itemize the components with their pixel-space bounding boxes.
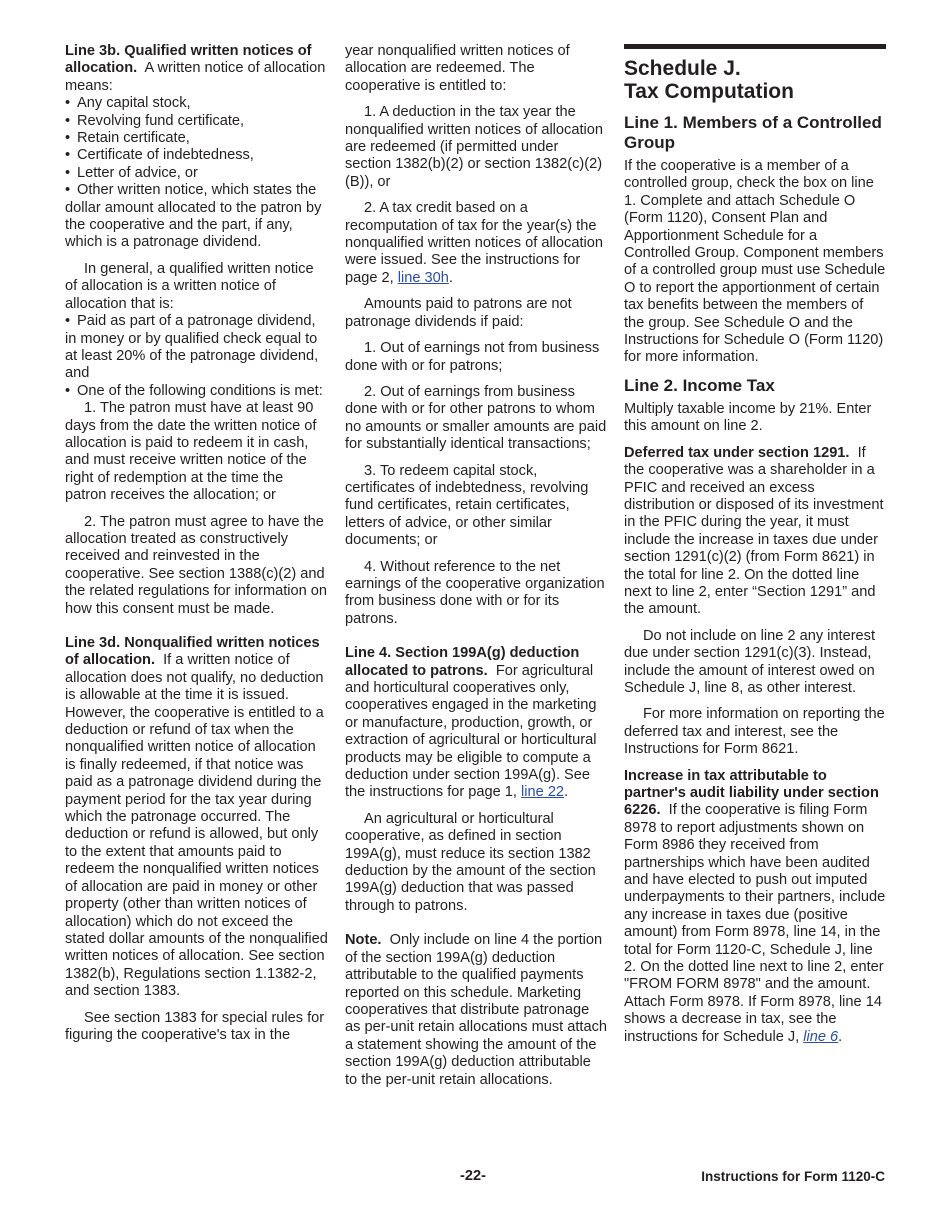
increase-tax-section: Increase in tax attributable to partner's audit liability under section 6226. If the cooperative is filing Form 8978 to report adjustments shown on Form 8986 they received from partnerships which have been audited and have elected to push out imputed underpayments to their partners, include any increase in taxes due (positive amount) from Form 8978, line 14, in the total for Form 1120-C, Schedule J, line 2. On the dotted line next to line 2, enter "FROM FORM 8978" and the amount. Attach Form 8978. If Form 8978, line 14 shows a decrease in tax, see the instructions for Schedule J, line 6. [624, 767, 886, 1045]
line-4-paragraph-2: An agricultural or horticultural cooperative, as defined in section 199A(g), must reduce its section 1382 deduction by the amount of the section 199A(g) deduction that was passed through to patrons. [345, 810, 596, 914]
line-30h-link[interactable]: line 30h [397, 269, 449, 286]
form-title: Instructions for Form 1120-C [701, 1169, 885, 1184]
note-section [345, 932, 607, 1089]
amounts-item-2: 2. Out of earnings from business done with or for other patrons to whom no amounts or smaller amounts are paid for substantially identical transactions; [345, 383, 607, 453]
line-3d-heading: Line 3d. Nonqualified written notices of allocation. [65, 635, 320, 669]
list-item: • Retain certificate, [65, 130, 328, 147]
list-item: • Letter of advice, or [65, 165, 328, 182]
line-1-heading: Line 1. Members of a Controlled Group [624, 113, 882, 152]
amounts-item-1: 1. Out of earnings not from business done with or for patrons; [345, 340, 600, 374]
general-paragraph: In general, a qualified written notice of allocation is a written notice of allocation that is: [65, 260, 314, 312]
continuation-paragraph: year nonqualified written notices of allocation are redeemed. The cooperative is entitled to: [345, 43, 570, 94]
schedule-title: Schedule J. Tax Computation [624, 57, 794, 103]
line-4-section: Line 4. Section 199A(g) deduction allocated to patrons. For agricultural and horticultural cooperatives only, cooperatives engaged in the marketing or manufacture, production, growth, or extraction of agricultural or horticultural products may be eligible to compute a deduction under section 199A(g). See the instructions for page 1, line 22. [345, 645, 597, 801]
line-6-link[interactable]: line 6 [803, 1028, 839, 1045]
list-item: • Certificate of indebtedness, [65, 147, 328, 164]
line-3b-heading: Line 3b. Qualified written notices of allocation. [65, 43, 312, 77]
do-not-include-paragraph: Do not include on line 2 any interest due under section 1291(c)(3). Instead, include the amount of interest owed on Schedule J, line 8, as other interest. [624, 627, 876, 696]
line-22-link[interactable]: line 22 [521, 784, 565, 801]
deferred-tax-section [624, 445, 886, 619]
list-item: • One of the following conditions is met: [65, 383, 328, 400]
list-item: • Revolving fund certificate, [65, 113, 328, 130]
line-1-text: If the cooperative is a member of a controlled group, check the box on line 1. Complete and attach Schedule O (Form 1120), Consent Plan and Apportionment Schedule for a Controlled Group. Component members of a controlled group must use Schedule O to report the apportionment of certain tax benefits between the members of the group. See Schedule O and the Instructions for Schedule O (Form 1120) for more information. [624, 158, 886, 366]
column-left [65, 43, 328, 1053]
list-item: • Any capital stock, [65, 95, 328, 112]
condition-2: 2. The patron must agree to have the allocation treated as constructively received and reinvested in the cooperative. See section 1388(c)(2) and the related regulations for information on how this consent must be made. [65, 513, 328, 617]
amounts-item-4: 4. Without reference to the net earnings of the cooperative organization from business done with or for its patrons. [345, 558, 605, 627]
more-info-paragraph: For more information on reporting the deferred tax and interest, see the Instructions for Form 8621. [624, 706, 885, 758]
page-number: -22- [460, 1168, 486, 1184]
amounts-item-3: 3. To redeem capital stock, certificates of indebtedness, revolving fund certificates, retain certificates, letters of advice, or other similar documents; or [345, 462, 589, 549]
line-4-heading: Line 4. Section 199A(g) deduction allocated to patrons. [345, 645, 580, 679]
line-3d-text: If a written notice of allocation does not qualify, no deduction is allowable at the time it is issued. However, the cooperative is entitled to a deduction or refund of tax when the nonqualified written notice of allocation is finally redeemed, if that notice was paid as a patronage dividend during the payment period for the tax year during which the patronage occurred. The deduction or refund is allowed, but only to the extent that amounts paid to redeem the nonqualified written notices of allocation are paid in money or other property (other than written notices of allocation) which do not exceed the stated dollar amounts of the nonqualified written notices of allocation. See section 1382(b), Regulations section 1.1382-2, and section 1383. [65, 652, 328, 1000]
note-text: Only include on line 4 the portion of the section 199A(g) deduction attributable to the qualified payments reported on this schedule. Marketing cooperatives that distribute patronage as per-unit retain allocations must attach a statement showing the amount of the section 199A(g) deduction attributable to the per-unit retain allocations. [345, 932, 608, 1088]
list-item: • Other written notice, which states the dollar amount allocated to the patron by the cooperative and the part, if any, which is a patronage dividend. [65, 182, 328, 252]
line-2-heading: Line 2. Income Tax [624, 375, 775, 395]
line-3b-section [65, 43, 328, 95]
line-3d-section [65, 635, 328, 1001]
increase-tax-heading: Increase in tax attributable to partner's audit liability under section 6226. [624, 767, 879, 819]
column-right [624, 44, 886, 1055]
column-middle [345, 43, 607, 1098]
entitled-item-1: 1. A deduction in the tax year the nonqualified written notices of allocation are redeemed (if permitted under section 1382(b)(2) or section 1382(c)(2)(B)), or [345, 104, 603, 190]
list-item: • Paid as part of a patronage dividend, in money or by qualified check equal to at least 20% of the patronage dividend, and [65, 313, 328, 383]
note-heading: Note. [345, 932, 382, 949]
line-2-text: Multiply taxable income by 21%. Enter this amount on line 2. [624, 400, 872, 435]
deferred-tax-text: If the cooperative was a shareholder in a PFIC and received an excess distribution or disposed of its investment in the PFIC during the year, it must include the increase in taxes due under section 1291(c)(2) (from Form 8621) in the total for line 2. On the dotted line next to line 2, enter “Section 1291” and the amount. [624, 444, 884, 618]
section-rule [624, 44, 886, 49]
see-1383-paragraph: See section 1383 for special rules for figuring the cooperative's tax in the [65, 1009, 325, 1043]
entitled-item-2: 2. A tax credit based on a recomputation of tax for the year(s) the nonqualified written notices of allocation were issued. See the instructions for page 2, line 30h. [345, 200, 603, 286]
condition-1: 1. The patron must have at least 90 days from the date the written notice of allocation is paid to redeem it in cash, and must receive written notice of the right of redemption at the time the patron receives the allocation; or [65, 400, 317, 504]
deferred-tax-heading: Deferred tax under section 1291. [624, 444, 850, 461]
line-3b-text: A written notice of allocation means: [65, 60, 326, 94]
amounts-paragraph: Amounts paid to patrons are not patronage dividends if paid: [345, 296, 572, 330]
